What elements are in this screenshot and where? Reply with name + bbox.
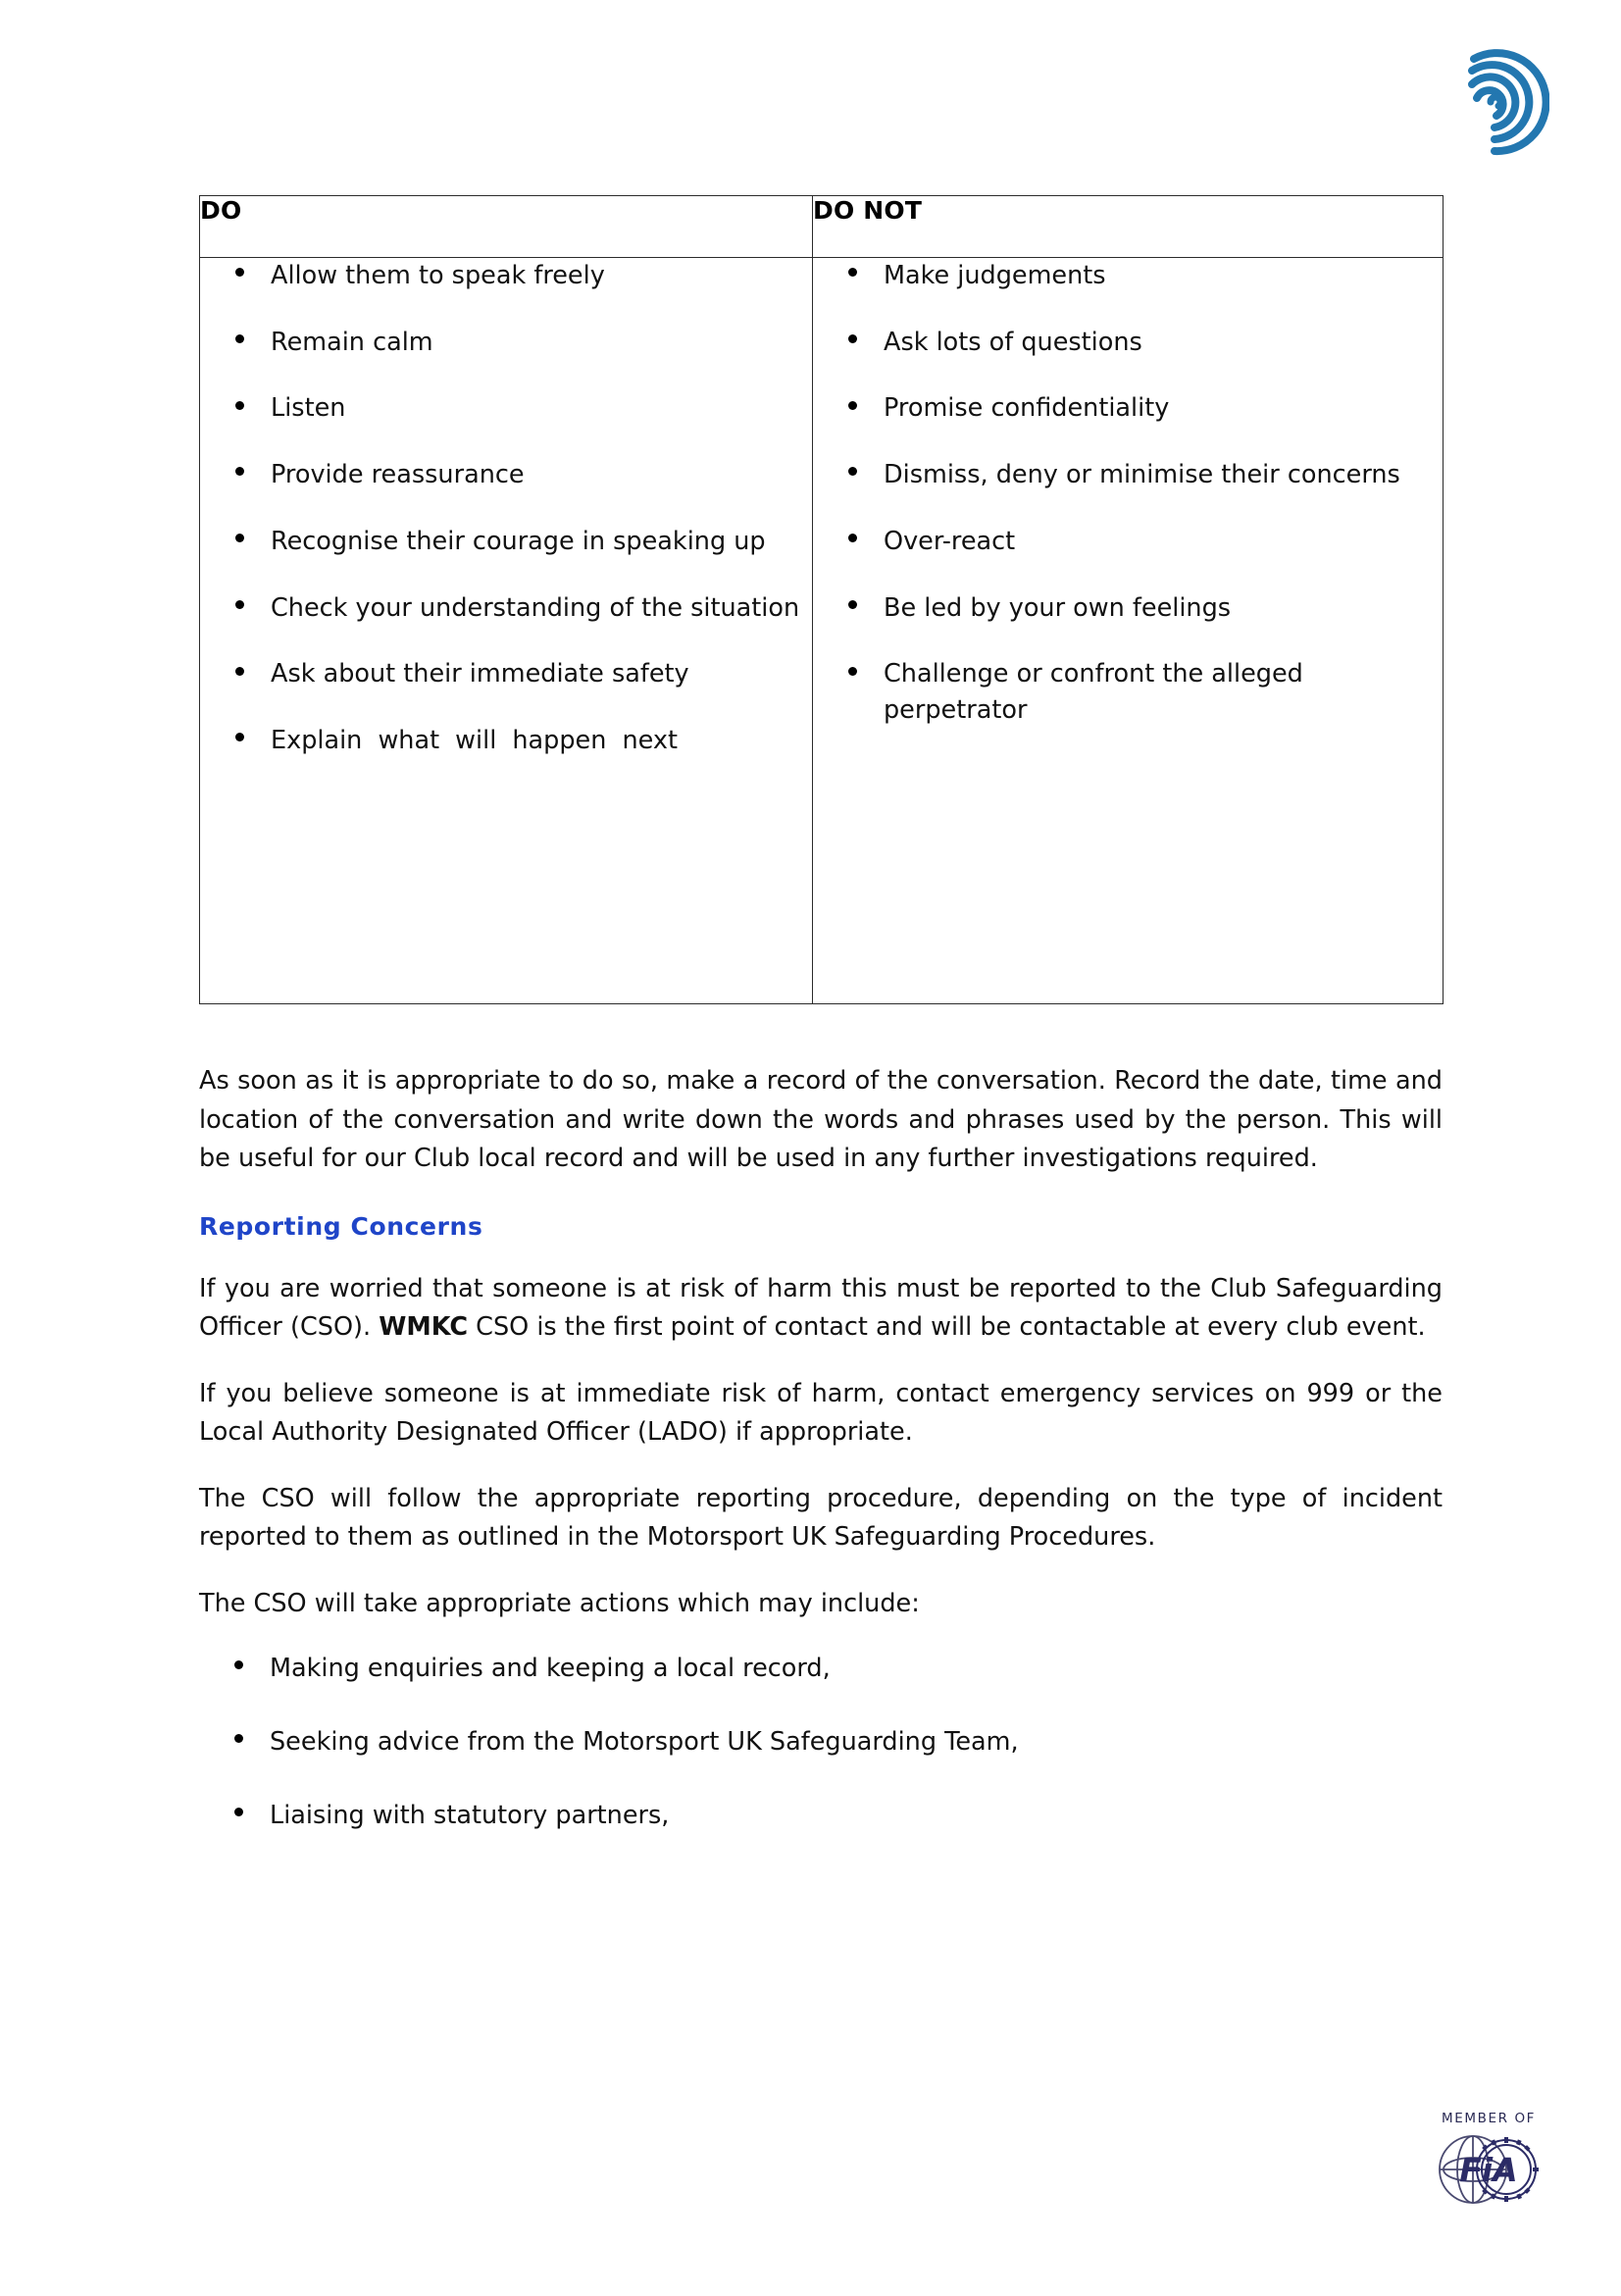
list-item [200,258,812,294]
list-item [200,390,812,427]
table-header-donot [813,196,1444,258]
list-item [813,590,1443,627]
do-item-3: Provide reassurance [271,460,525,490]
do-list [200,258,812,759]
do-item-4: Recognise their courage in speaking up [271,526,766,556]
bullet-icon [234,1660,243,1669]
list-item [200,590,812,627]
do-item-5: Check your understanding of the situation [271,592,800,623]
paragraph-cso-bold: WMKC [379,1312,469,1343]
bullet-icon [234,1808,243,1816]
table-header-do-label: DO [200,196,242,225]
paragraph-record: As soon as it is appropriate to do so, make a record of the conversation. Record the date, time and location of the conversation and write down the words and phrases used by the person. This will be useful for our Club local record and will be used in any further investigations required. [199,1066,1443,1174]
table-header-row [200,196,1444,258]
bullet-icon [235,600,244,609]
bullet-icon [848,667,857,676]
bullet-icon [848,334,857,343]
action-item-2: Liaising with statutory partners, [270,1801,670,1831]
list-item [200,524,812,560]
list-item [199,1651,1443,1687]
do-item-0: Allow them to speak freely [271,261,605,290]
bullet-icon [235,401,244,410]
heading-reporting-concerns: Reporting Concerns [199,1211,483,1241]
paragraph-procedure: The CSO will follow the appropriate reporting procedure, depending on the type of incident reported to them as outlined in the Motorsport UK Safeguarding Procedures. [199,1483,1443,1553]
do-item-6: Ask about their immediate safety [271,659,689,689]
list-item [200,656,812,692]
fia-globe-gear-icon [1424,2129,1553,2210]
do-donot-table [199,195,1444,1004]
do-item-2: Listen [271,393,346,424]
table-cell-do [200,258,813,1004]
do-item-7: Explain what will happen next [271,726,678,756]
bullet-icon [848,600,857,609]
cso-actions-list [199,1651,1443,1834]
table-cell-donot [813,258,1444,1004]
donot-item-0: Make judgements [884,261,1106,290]
table-body-row [200,258,1444,1004]
bullet-icon [235,467,244,476]
donot-item-2: Promise confidentiality [884,393,1170,424]
list-item [199,1798,1443,1834]
list-item [813,390,1443,427]
donot-item-1: Ask lots of questions [884,327,1142,357]
list-item [200,457,812,493]
do-item-1: Remain calm [271,327,433,357]
bullet-icon [848,401,857,410]
list-item [199,1724,1443,1760]
bullet-icon [234,1734,243,1743]
body-content [199,1062,1443,1871]
paragraph-cso [199,1270,1443,1348]
list-item [813,325,1443,361]
paragraph-emergency: If you believe someone is at immediate risk of harm, contact emergency services on 999 or the Local Authority Designated Officer (LADO) if appropriate. [199,1378,1443,1448]
bullet-icon [848,467,857,476]
action-item-1: Seeking advice from the Motorsport UK Safeguarding Team, [270,1727,1019,1758]
bullet-icon [848,268,857,277]
list-item [813,656,1443,728]
paragraph-cso-part1: If you are worried that someone is at risk of harm this must be reported to the Club Safeguarding Officer (CSO). [199,1273,1443,1343]
list-item [813,258,1443,294]
table-header-donot-label: DO NOT [813,196,923,225]
member-of-label: MEMBER OF [1441,2111,1537,2126]
action-item-0: Making enquiries and keeping a local record, [270,1654,831,1684]
paragraph-actions-intro: The CSO will take appropriate actions which may include: [199,1588,920,1618]
donot-item-3: Dismiss, deny or minimise their concerns [884,460,1400,490]
list-item [200,723,812,759]
bullet-icon [235,334,244,343]
list-item [200,325,812,361]
list-item [813,524,1443,560]
bullet-icon [235,733,244,741]
bullet-icon [848,534,857,542]
bullet-icon [235,534,244,542]
fia-member-badge [1424,2111,1553,2230]
list-item [813,457,1443,493]
donot-item-6: Challenge or confront the alleged perpetrator [884,659,1303,726]
bullet-icon [235,667,244,676]
donot-list [813,258,1443,729]
fia-wordmark-text: FiA [1459,2151,1518,2189]
donot-item-5: Be led by your own feelings [884,592,1232,623]
donot-item-4: Over-react [884,526,1016,556]
table-header-do [200,196,813,258]
paragraph-cso-part2: CSO is the first point of contact and will be contactable at every club event. [468,1312,1426,1343]
bullet-icon [235,268,244,277]
spiral-logo-icon [1440,47,1549,157]
